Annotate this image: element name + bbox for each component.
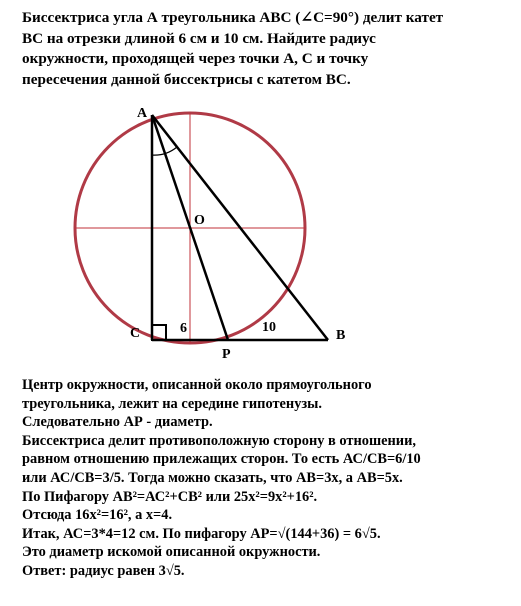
label-p: P (222, 347, 231, 362)
solution-line: Центр окружности, описанной около прямоугольного (22, 377, 372, 393)
solution-line: или АС/СВ=3/5. Тогда можно сказать, что АВ=3х, а АВ=5х. (22, 469, 403, 486)
solution-line: треугольника, лежит на середине гипотенузы. (22, 395, 323, 412)
label-c: C (130, 326, 141, 341)
label-o: O (194, 213, 205, 228)
label-pb-length: 10 (262, 320, 276, 335)
solution-line: Ответ: радиус равен 3√5. (22, 562, 185, 579)
geometry-figure (0, 92, 521, 382)
problem-line: окружности, проходящей через точки А, С и точку (22, 50, 369, 67)
solution-line: Следовательно АР - диаметр. (22, 414, 213, 431)
solution-text (22, 376, 512, 581)
solution-line: Итак, АС=3*4=12 см. По пифагору АР=√(144+36) = 6√5. (22, 525, 381, 542)
solution-line: Отсюда 16х²=16², а х=4. (22, 507, 173, 524)
problem-line: Биссектриса угла А треугольника АВС (∠С=90°) делит катет (22, 9, 444, 26)
problem-line: ВС на отрезки длиной 6 см и 10 см. Найдите радиус (22, 29, 376, 47)
label-b: B (336, 328, 346, 343)
label-a: A (137, 106, 148, 121)
solution-line: Биссектриса делит противоположную сторону в отношении, (22, 432, 416, 449)
label-cp-length: 6 (180, 321, 187, 336)
solution-line: По Пифагору АВ²=АС²+СВ² или 25х²=9х²+16². (22, 488, 318, 505)
problem-line: пересечения данной биссектрисы с катетом ВС. (22, 70, 351, 88)
solution-line: Это диаметр искомой описанной окружности. (22, 544, 321, 561)
solution-line: равном отношению прилежащих сторон. То есть АС/СВ=6/10 (22, 451, 421, 468)
problem-statement (22, 8, 502, 90)
